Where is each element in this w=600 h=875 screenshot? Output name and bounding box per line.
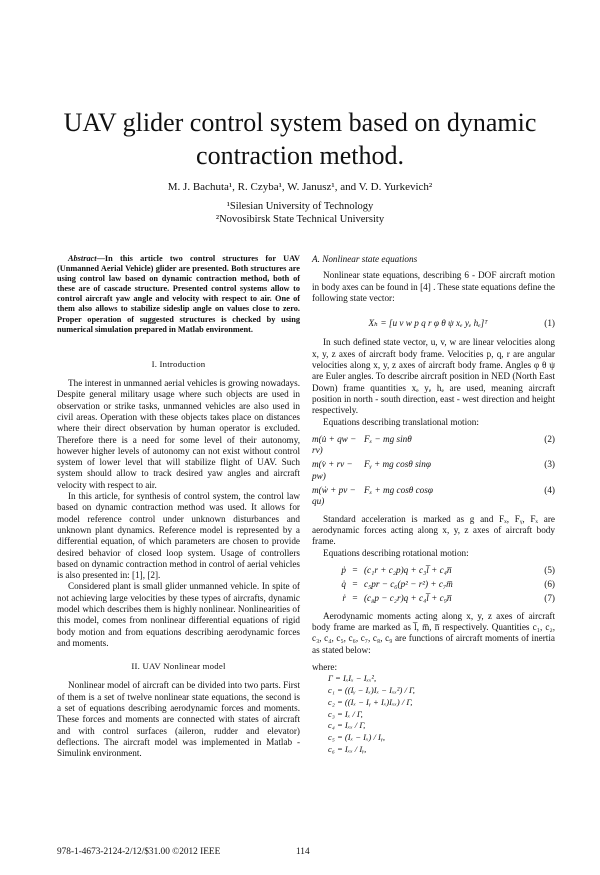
state-paragraph-1: Nonlinear state equations, describing 6 - DOF aircraft motion in body axes can be found in [4] . These state equations define the following state vector: [312,270,555,303]
equation-2-number: (2) [544,433,555,444]
state-paragraph-5: Equations describing rotational motion: [323,547,469,558]
page-number: 114 [296,847,310,857]
equation-6-rhs: c₅pr − c₆(p² − r²) + c₇m̅ [364,579,453,590]
right-column [312,254,555,756]
equation-4-rhs: Fₓ + mg cosθ cosφ [364,485,433,496]
definition-c1: c₁ = ((Iᵧ − Iₓ)Iₓ − Iₓₓ²) / Γ, [328,685,415,695]
equation-5-equals: = [352,564,358,575]
intro-paragraph-2: In this article, for synthesis of control system, the control law based on dynamic contraction method was used. It allows for model reference control under unknown disturbances and unknown plant dynamics. Reference model is represented by a differential equation, of which parameters are chosen to provide desired behavior of closed loop system. Usage of controllers based on dynamic contraction method in control of aerial vehicles is also presented in: [1], [2]. [57,491,300,581]
definition-c2: c₂ = ((Iₓ − Iᵧ + Iₓ)Iₓₓ) / Γ, [328,696,413,707]
equation-1 [312,318,555,329]
where-label: where: [312,661,337,672]
author-list: M. J. Bachuta¹, R. Czyba¹, W. Janusz¹, and V. D. Yurkevich² [167,181,433,193]
footer-copyright: 978-1-4673-2124-2/12/$31.00 ©2012 IEEE [57,847,221,857]
equation-3-number: (3) [544,459,555,470]
inertia-definitions [328,673,555,756]
abstract-text: In this article two control structures for UAV (Unmanned Aerial Vehicle) glider are presented. Both structures are using control law based on dynamic contraction method, both of these are of cascade structure. Presented control systems allow to control aircraft yaw angle and velocity with respect to air. One of them also allows to stabilize sideslip angle on values close to zero. Proper operation of suggested structures is checked by using numerical simulation prepared in Matlab environment. [57,254,300,334]
section-heading-introduction: I. Introduction [151,358,206,369]
abstract-label: Abstract— [68,254,105,263]
equation-5-rhs: (c₁r + c₂p)q + c₃l̅ + c₄n̅ [364,564,452,575]
affiliation-2: ²Novosibirsk State Technical University [215,214,385,225]
equation-4-lhs: m(ẇ + pv − qu) [312,485,356,507]
state-paragraph-4: Standard acceleration is marked as g and Fₓ, Fᵧ, Fₓ are aerodynamic forces acting along x, y, z axes of aircraft body frame. [312,513,555,547]
left-column [57,254,300,760]
section-heading-model: II. UAV Nonlinear model [131,661,226,672]
equation-6-lhs: q̇ [341,579,346,590]
equation-1-number: (1) [544,318,555,329]
equation-3-rhs: Fᵧ + mg cosθ sinφ [364,459,431,470]
equation-1-body: Xₕ = [u v w p q r φ θ ψ xₑ yₑ hₑ]ᵀ [368,318,488,329]
abstract [57,254,300,335]
model-paragraph-1: Nonlinear model of aircraft can be divided into two parts. First of them is a set of twelve nonlinear state equations, the second is a set of equations describing aerodynamic forces and moments. These forces and moments are connected with states of aircraft and with control surfaces (aileron, rudder and elevator) deflections. The aircraft model was implemented in Matlab - Simulink environment. [57,680,300,759]
rotational-equations [312,565,555,605]
definition-c4: c₄ = Iₓₓ / Γ, [328,720,366,731]
equation-4-number: (4) [544,485,555,496]
definition-c6: c₆ = Iₓₓ / Iᵧ, [328,743,367,754]
state-paragraph-2: In such defined state vector, u, v, w are linear velocities along x, y, z axes of aircraft body frame. Velocities p, q, r are angular velocities along x, y, z axes of aircraft body frame. Angles φ θ ψ are Euler angles. To describe aircraft position in NED (North East Down) frame quantities xₑ yₑ hₑ are used, meaning aircraft position in north - south direction, east - west direction and height respectively. [312,337,555,416]
intro-paragraph-1: The interest in unmanned aerial vehicles is growing nowadays. Despite general military usage where such objects are used in observation or strike tasks, unmanned vehicles are also used in civil areas. Operation with these objects takes place on distances where their direct observation by human operator is excluded. Therefore there is a need for some level of their autonomy, however higher levels of autonomy can not exist without control system of lower level that will stabilize flight of UAV. Such system should allow to track desired yaw angles and aircraft velocity with respect to air. [57,378,300,490]
equation-6-number: (6) [544,579,555,590]
equation-5-lhs: ṗ [341,564,346,575]
definition-gamma: Γ = IₓIₓ − Iₓₓ², [328,673,377,684]
definition-c3: c₃ = Iₓ / Γ, [328,708,363,719]
equation-7-rhs: (c₈p − c₂r)q + c₄l̅ + c₉n̅ [364,593,452,604]
equation-7-lhs: ṙ [342,593,346,604]
affiliation-1: ¹Silesian University of Technology [226,201,374,212]
intro-paragraph-3: Considered plant is small glider unmanned vehicle. In spite of not achieving large velocities by these types of aircrafts, dynamic model which describes them is highly nonlinear. Nonlinearities of this model, comes from nonlinear differential equations of rigid body motion and from equations describing aerodynamic forces and moments. [57,581,300,648]
equation-7-equals: = [352,593,358,604]
equation-7-number: (7) [544,593,555,604]
paper-title: UAV glider control system based on dynamic contraction method. [63,108,537,170]
subsection-heading-state-equations: A. Nonlinear state equations [312,254,418,264]
state-paragraph-6: Aerodynamic moments acting along x, y, z axes of aircraft body frame are marked as l̅, m̅, n̅ respectively. Quantities c₁, c₂, c₃, c₄, c₅, c₆, c₇, c₈, c₉ are functions of aircraft moments of inertia as stated below: [312,610,555,655]
translational-equations [312,434,555,508]
state-paragraph-3: Equations describing translational motion: [323,416,479,427]
equation-2-rhs: Fₓ − mg sinθ [364,433,412,444]
equation-6-equals: = [352,579,358,590]
equation-2-lhs: m(u̇ + qw − rv) [312,433,357,456]
equation-5-number: (5) [544,564,555,575]
equation-3-lhs: m(v̇ + rv − pw) [312,459,353,481]
definition-c5: c₅ = (Iₓ − Iₓ) / Iᵧ, [328,732,386,743]
